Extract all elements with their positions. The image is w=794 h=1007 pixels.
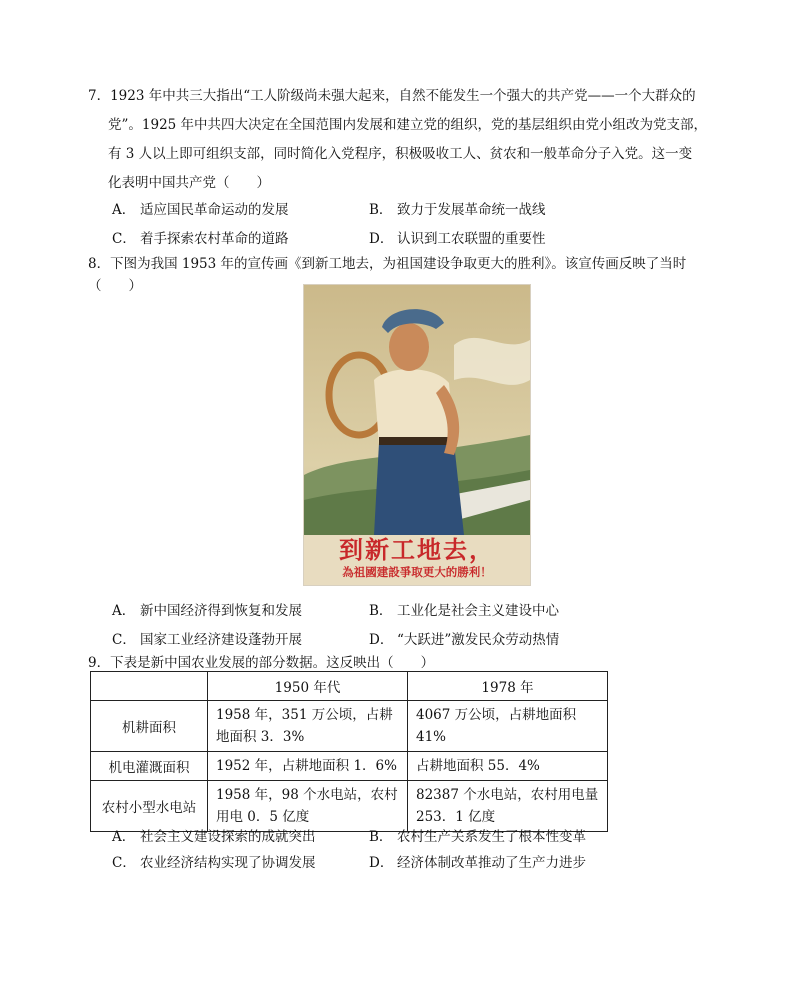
- q7-option-b[interactable]: B． 致力于发展革命统一战线: [369, 201, 546, 218]
- q7-option-d[interactable]: D． 认识到工农联盟的重要性: [369, 230, 546, 247]
- q9-option-d[interactable]: D． 经济体制改革推动了生产力进步: [369, 855, 586, 871]
- table-cell: 82387 个水电站，农村用电量 253．1 亿度: [408, 781, 608, 832]
- agriculture-data-table: [90, 671, 608, 832]
- row-label: 机耕面积: [91, 701, 208, 752]
- q7-stem-line-2: 党”。1925 年中共四大决定在全国范围内发展和建立党的组织，党的基层组织由党小组改为党支部，: [108, 117, 708, 133]
- table-row: [91, 701, 608, 752]
- question-9-stem: 9．下表是新中国农业发展的部分数据。这反映出（ ）: [88, 655, 435, 671]
- q7-option-c[interactable]: C． 着手探索农村革命的道路: [112, 230, 289, 247]
- q8-option-c[interactable]: C． 国家工业经济建设蓬勃开展: [112, 631, 302, 648]
- table-cell: 1958 年，98 个水电站，农村用电 0．5 亿度: [208, 781, 408, 832]
- table-header-1978: 1978 年: [408, 672, 608, 701]
- propaganda-poster: [303, 284, 531, 586]
- row-label: 机电灌溉面积: [91, 752, 208, 781]
- table-cell: 占耕地面积 55．4%: [408, 752, 608, 781]
- poster-slogan-sub: 為祖國建設爭取更大的勝利！: [342, 565, 492, 579]
- q8-option-b[interactable]: B． 工业化是社会主义建设中心: [369, 602, 559, 619]
- poster-worker-face: [389, 323, 429, 371]
- q9-option-a[interactable]: A． 社会主义建设探索的成就突出: [112, 829, 316, 845]
- table-header-row: [91, 672, 608, 701]
- row-label: 农村小型水电站: [91, 781, 208, 832]
- q7-options: [112, 193, 732, 251]
- table-cell: 4067 万公顷，占耕地面积 41%: [408, 701, 608, 752]
- q8-option-a[interactable]: A． 新中国经济得到恢复和发展: [112, 602, 302, 619]
- table-cell: 1952 年，占耕地面积 1．6%: [208, 752, 408, 781]
- question-8-stem: 8．下图为我国 1953 年的宣传画《到新工地去，为祖国建设争取更大的胜利》。该宣传画反映了当时（ ）: [88, 256, 687, 294]
- q7-stem-line-3: 有 3 人以上即可组织支部，同时简化入党程序，积极吸收工人、贫农和一般革命分子入党。这一变: [108, 146, 693, 162]
- q8-option-d[interactable]: D． “大跃进”激发民众劳动热情: [369, 631, 560, 648]
- poster-worker-shirt: [374, 369, 454, 445]
- poster-worker-trousers: [374, 443, 464, 535]
- q9-options: [112, 822, 732, 874]
- table-row: [91, 752, 608, 781]
- q7-option-a[interactable]: A． 适应国民革命运动的发展: [112, 201, 289, 218]
- poster-belt: [379, 437, 454, 445]
- q7-stem-line-4: 化表明中国共产党（ ）: [108, 175, 270, 191]
- q9-option-b[interactable]: B． 农村生产关系发生了根本性变革: [369, 829, 586, 845]
- poster-slogan-main: 到新工地去，: [339, 536, 495, 564]
- q8-options: [112, 594, 732, 652]
- table-header-empty: [91, 672, 208, 701]
- question-7: [88, 82, 728, 198]
- table-cell: 1958 年，351 万公顷，占耕地面积 3．3%: [208, 701, 408, 752]
- q7-stem-line-1: 7．1923 年中共三大指出“工人阶级尚未强大起来，自然不能发生一个强大的共产党——一个大群众的: [88, 88, 696, 104]
- q9-option-c[interactable]: C． 农业经济结构实现了协调发展: [112, 855, 316, 871]
- table-header-1950s: 1950 年代: [208, 672, 408, 701]
